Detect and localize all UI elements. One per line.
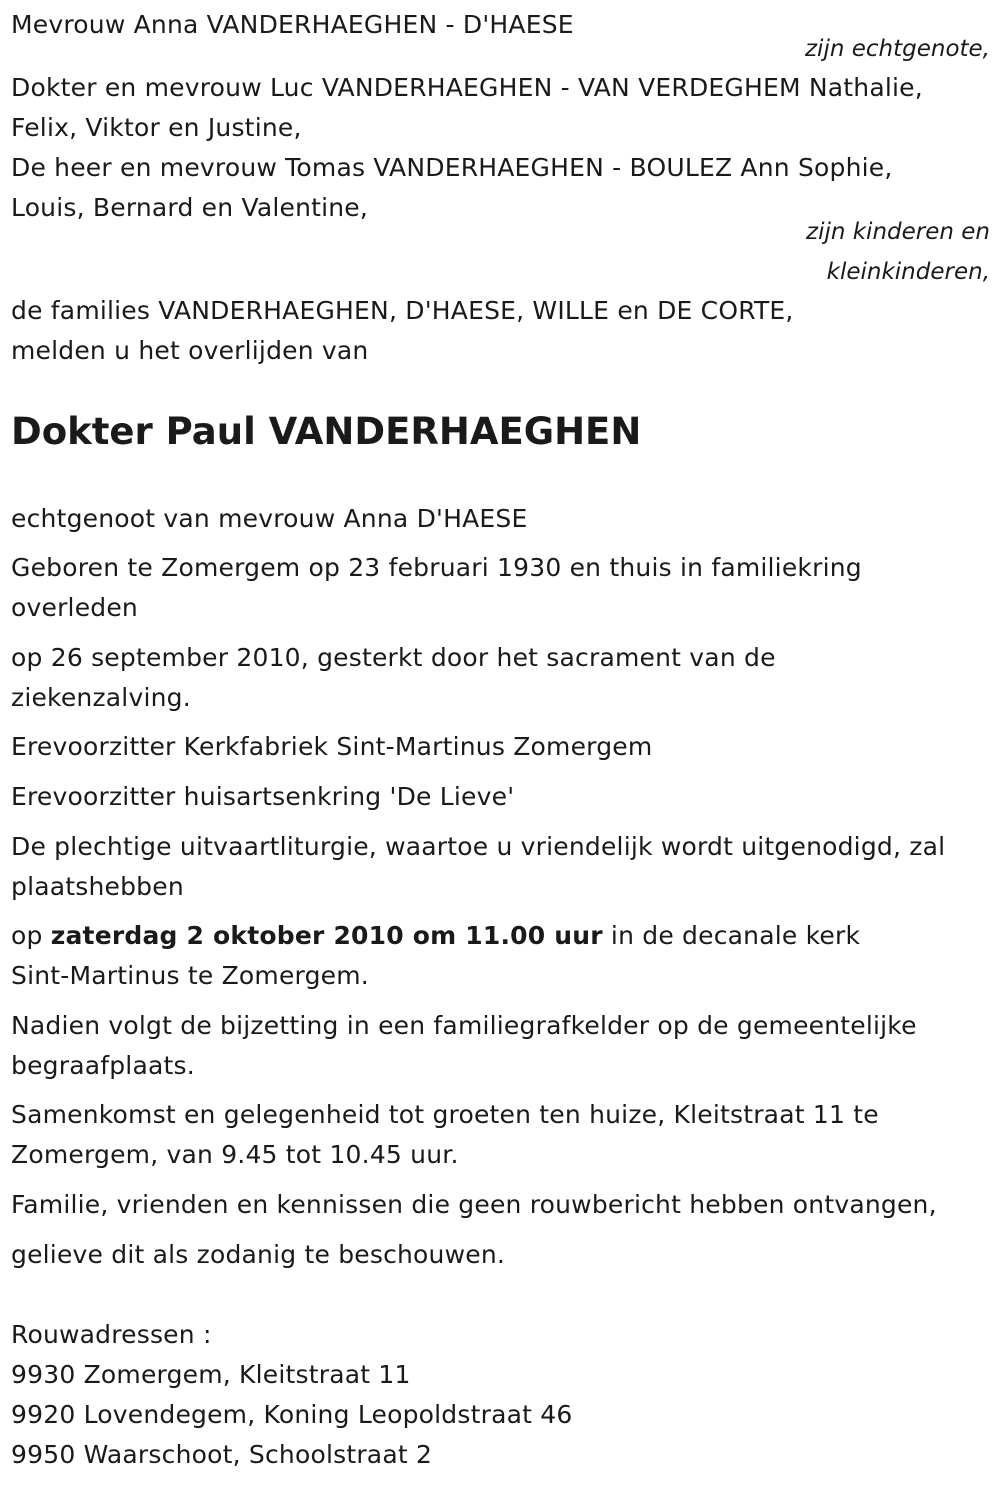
notice-line-1: Familie, vrienden en kennissen die geen rouwbericht hebben ontvangen,	[11, 1190, 937, 1219]
honorary-title-1: Erevoorzitter Kerkfabriek Sint-Martinus Zomergem	[11, 732, 653, 761]
spouse-line: echtgenoot van mevrouw Anna D'HAESE	[11, 504, 528, 533]
gathering-line-1: Samenkomst en gelegenheid tot groeten ten huize, Kleitstraat 11 te	[11, 1100, 879, 1129]
address-item: 9930 Zomergem, Kleitstraat 11	[11, 1360, 411, 1389]
birth-line-2: overleden	[11, 593, 138, 622]
announcer-grandchildren-1: Felix, Viktor en Justine,	[11, 113, 302, 142]
church-line: Sint-Martinus te Zomergem.	[11, 961, 369, 990]
announcer-child-1: Dokter en mevrouw Luc VANDERHAEGHEN - VAN VERDEGHEM Nathalie,	[11, 73, 923, 102]
deceased-name: Dokter Paul VANDERHAEGHEN	[11, 410, 642, 453]
death-line-1: op 26 september 2010, gesterkt door het sacrament van de	[11, 643, 776, 672]
address-item: 9920 Lovendegem, Koning Leopoldstraat 46	[11, 1400, 573, 1429]
announcer-child-2: De heer en mevrouw Tomas VANDERHAEGHEN - BOULEZ Ann Sophie,	[11, 153, 893, 182]
addresses-heading: Rouwadressen :	[11, 1320, 212, 1349]
burial-line-1: Nadien volgt de bijzetting in een familiegrafkelder op de gemeentelijke	[11, 1011, 917, 1040]
announcer-families: de families VANDERHAEGHEN, D'HAESE, WILLE en DE CORTE,	[11, 296, 794, 325]
gathering-line-2: Zomergem, van 9.45 tot 10.45 uur.	[11, 1140, 459, 1169]
funeral-date-prefix: op	[11, 921, 51, 950]
burial-line-2: begraafplaats.	[11, 1051, 195, 1080]
notice-line-2: gelieve dit als zodanig te beschouwen.	[11, 1240, 506, 1269]
announcement-intro: melden u het overlijden van	[11, 336, 369, 365]
announcer-grandchildren-2: Louis, Bernard en Valentine,	[11, 193, 369, 222]
role-children-1: zijn kinderen en	[806, 219, 990, 245]
death-line-2: ziekenzalving.	[11, 683, 191, 712]
role-spouse: zijn echtgenote,	[804, 36, 990, 62]
role-children-2: kleinkinderen,	[826, 259, 990, 285]
birth-line-1: Geboren te Zomergem op 23 februari 1930 en thuis in familiekring	[11, 553, 862, 582]
liturgy-line-1: De plechtige uitvaartliturgie, waartoe u vriendelijk wordt uitgenodigd, zal	[11, 832, 946, 861]
announcer-spouse: Mevrouw Anna VANDERHAEGHEN - D'HAESE	[11, 10, 574, 39]
liturgy-line-2: plaatshebben	[11, 872, 184, 901]
funeral-date: zaterdag 2 oktober 2010 om 11.00 uur	[50, 921, 603, 950]
funeral-date-suffix: in de decanale kerk	[602, 921, 861, 950]
address-item: 9950 Waarschoot, Schoolstraat 2	[11, 1440, 433, 1469]
honorary-title-2: Erevoorzitter huisartsenkring 'De Lieve'	[11, 782, 515, 811]
funeral-date-line	[11, 916, 860, 956]
